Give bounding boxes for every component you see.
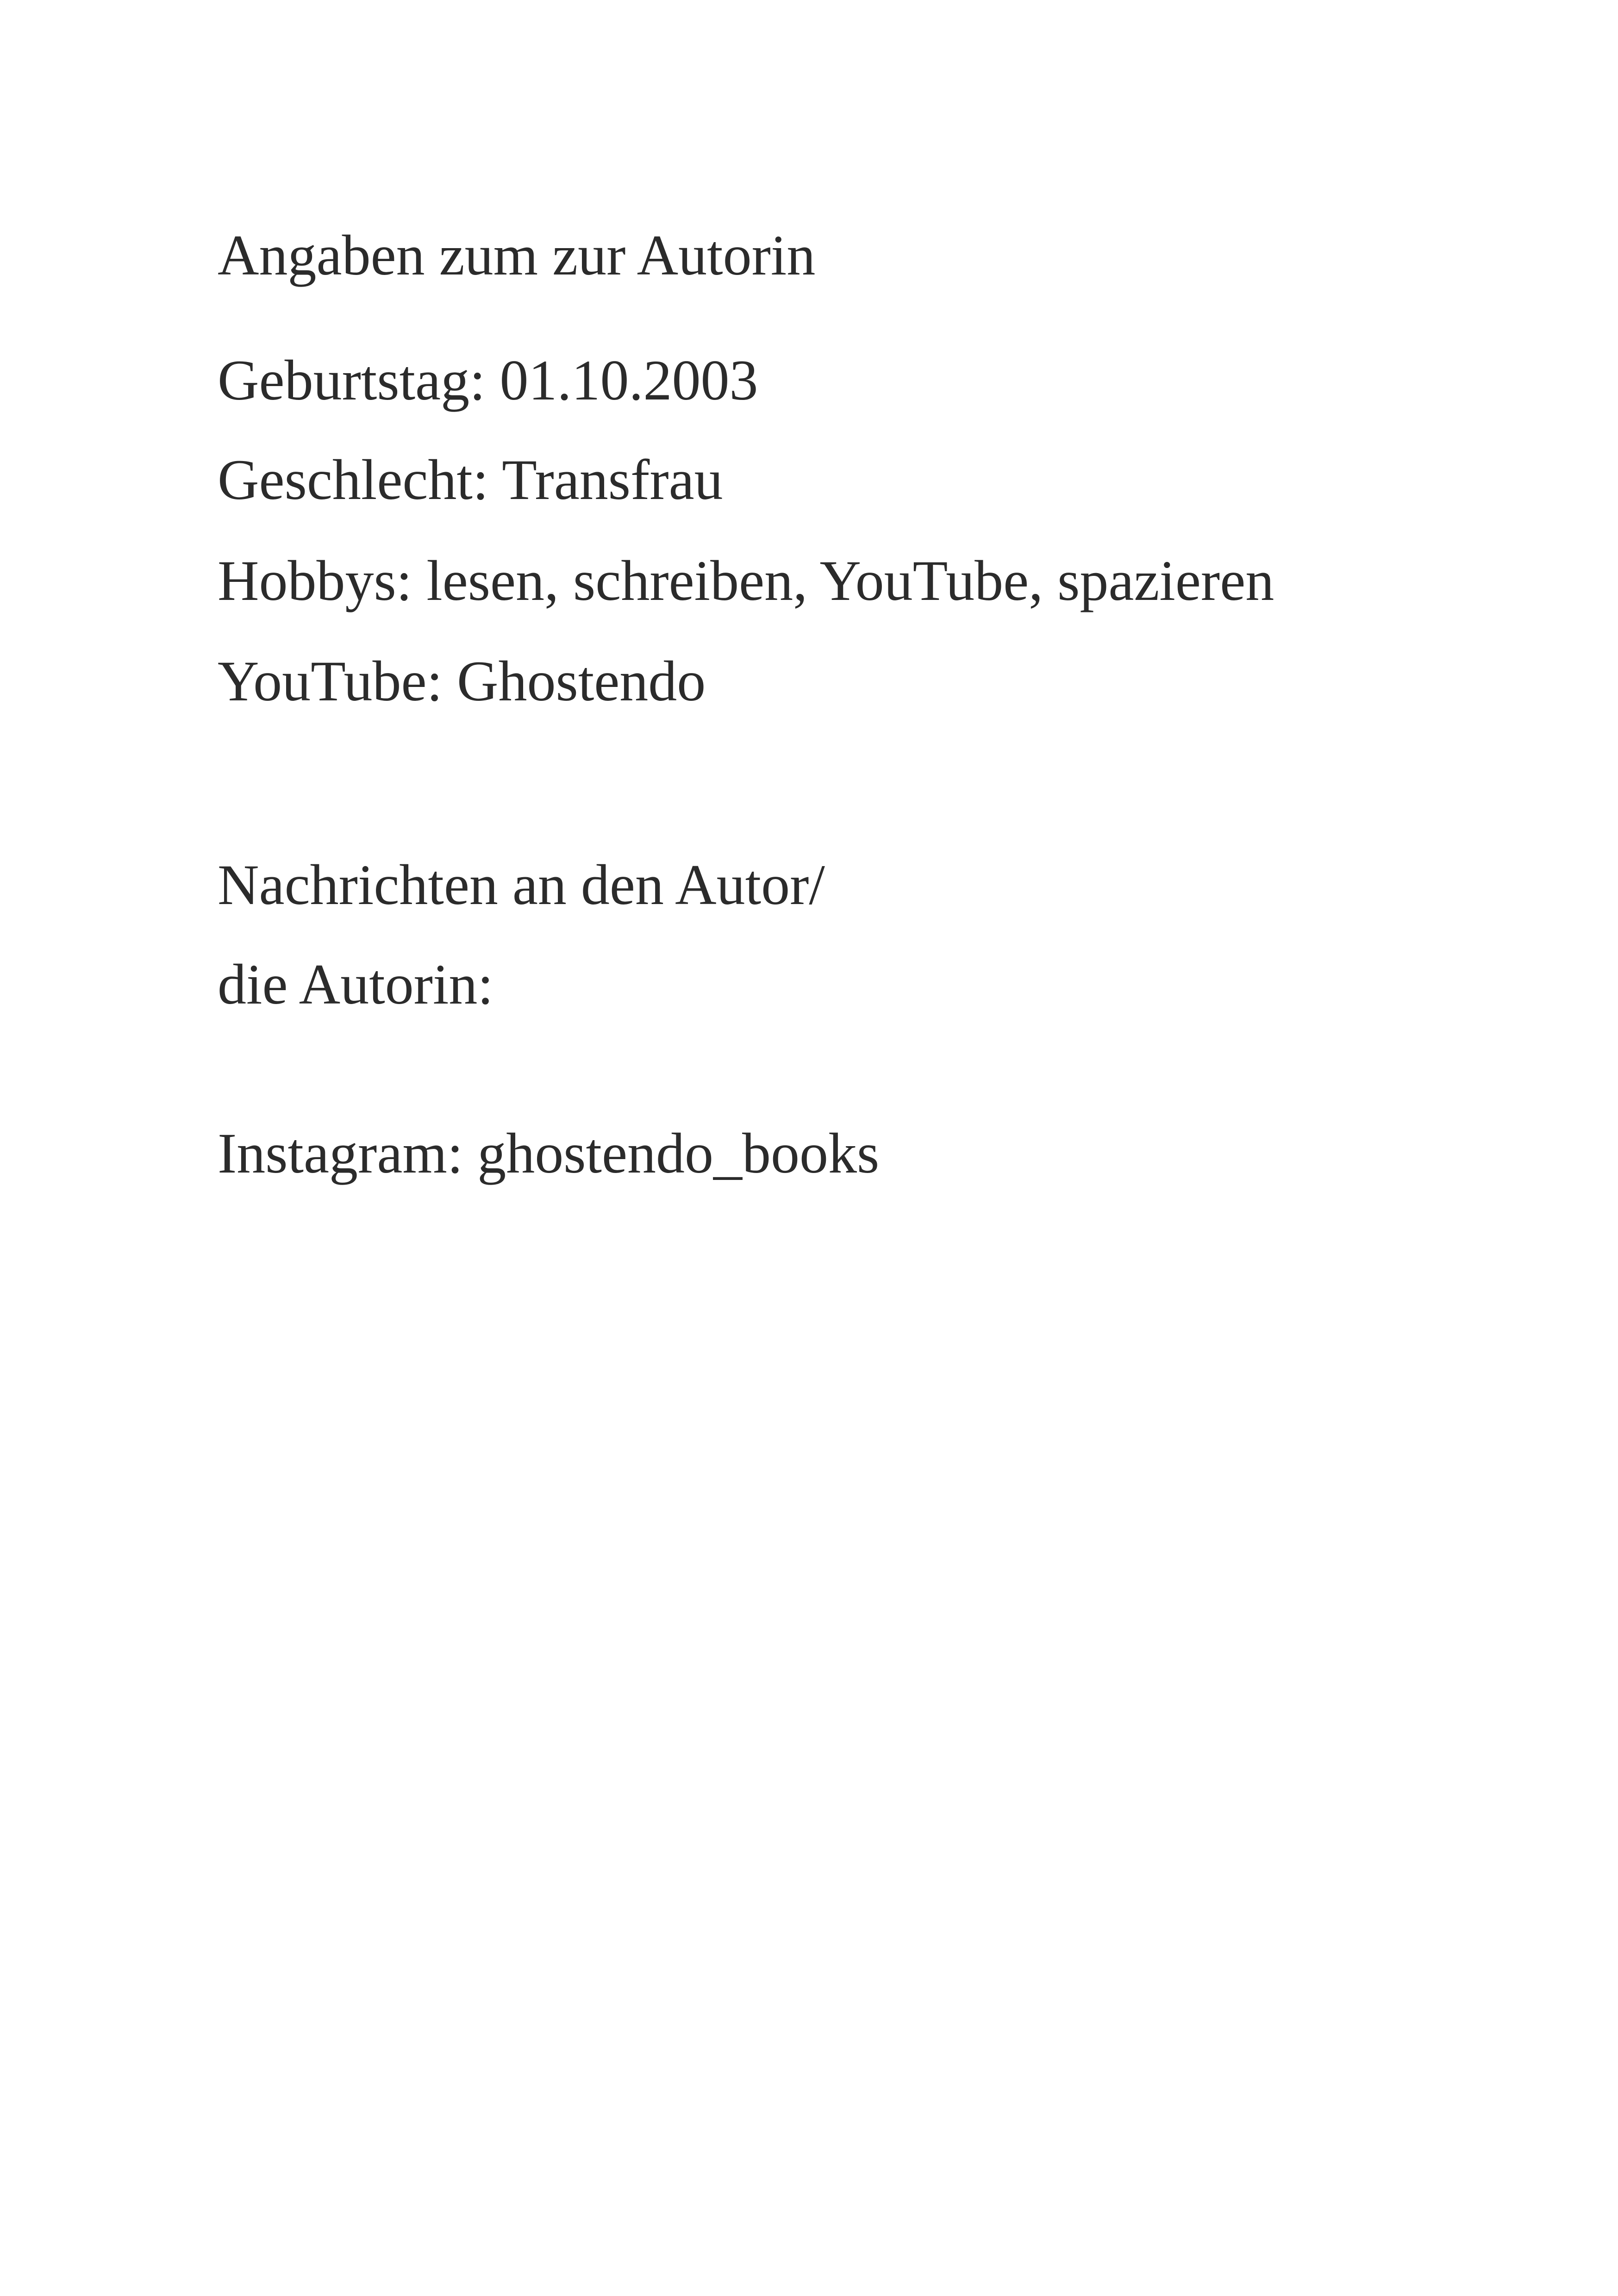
instagram-line: Instagram: ghostendo_books [218,1122,880,1185]
youtube-line: YouTube: Ghostendo [218,649,706,713]
messages-heading-line-2: die Autorin: [218,953,494,1016]
messages-heading-line-1: Nachrichten an den Autor/ [218,853,825,917]
birthday-line: Geburtstag: 01.10.2003 [218,349,758,412]
hobbies-line: Hobbys: lesen, schreiben, YouTube, spazieren [218,549,1274,612]
page-title: Angaben zum zur Autorin [218,224,816,287]
gender-line: Geschlecht: Transfrau [218,448,723,512]
